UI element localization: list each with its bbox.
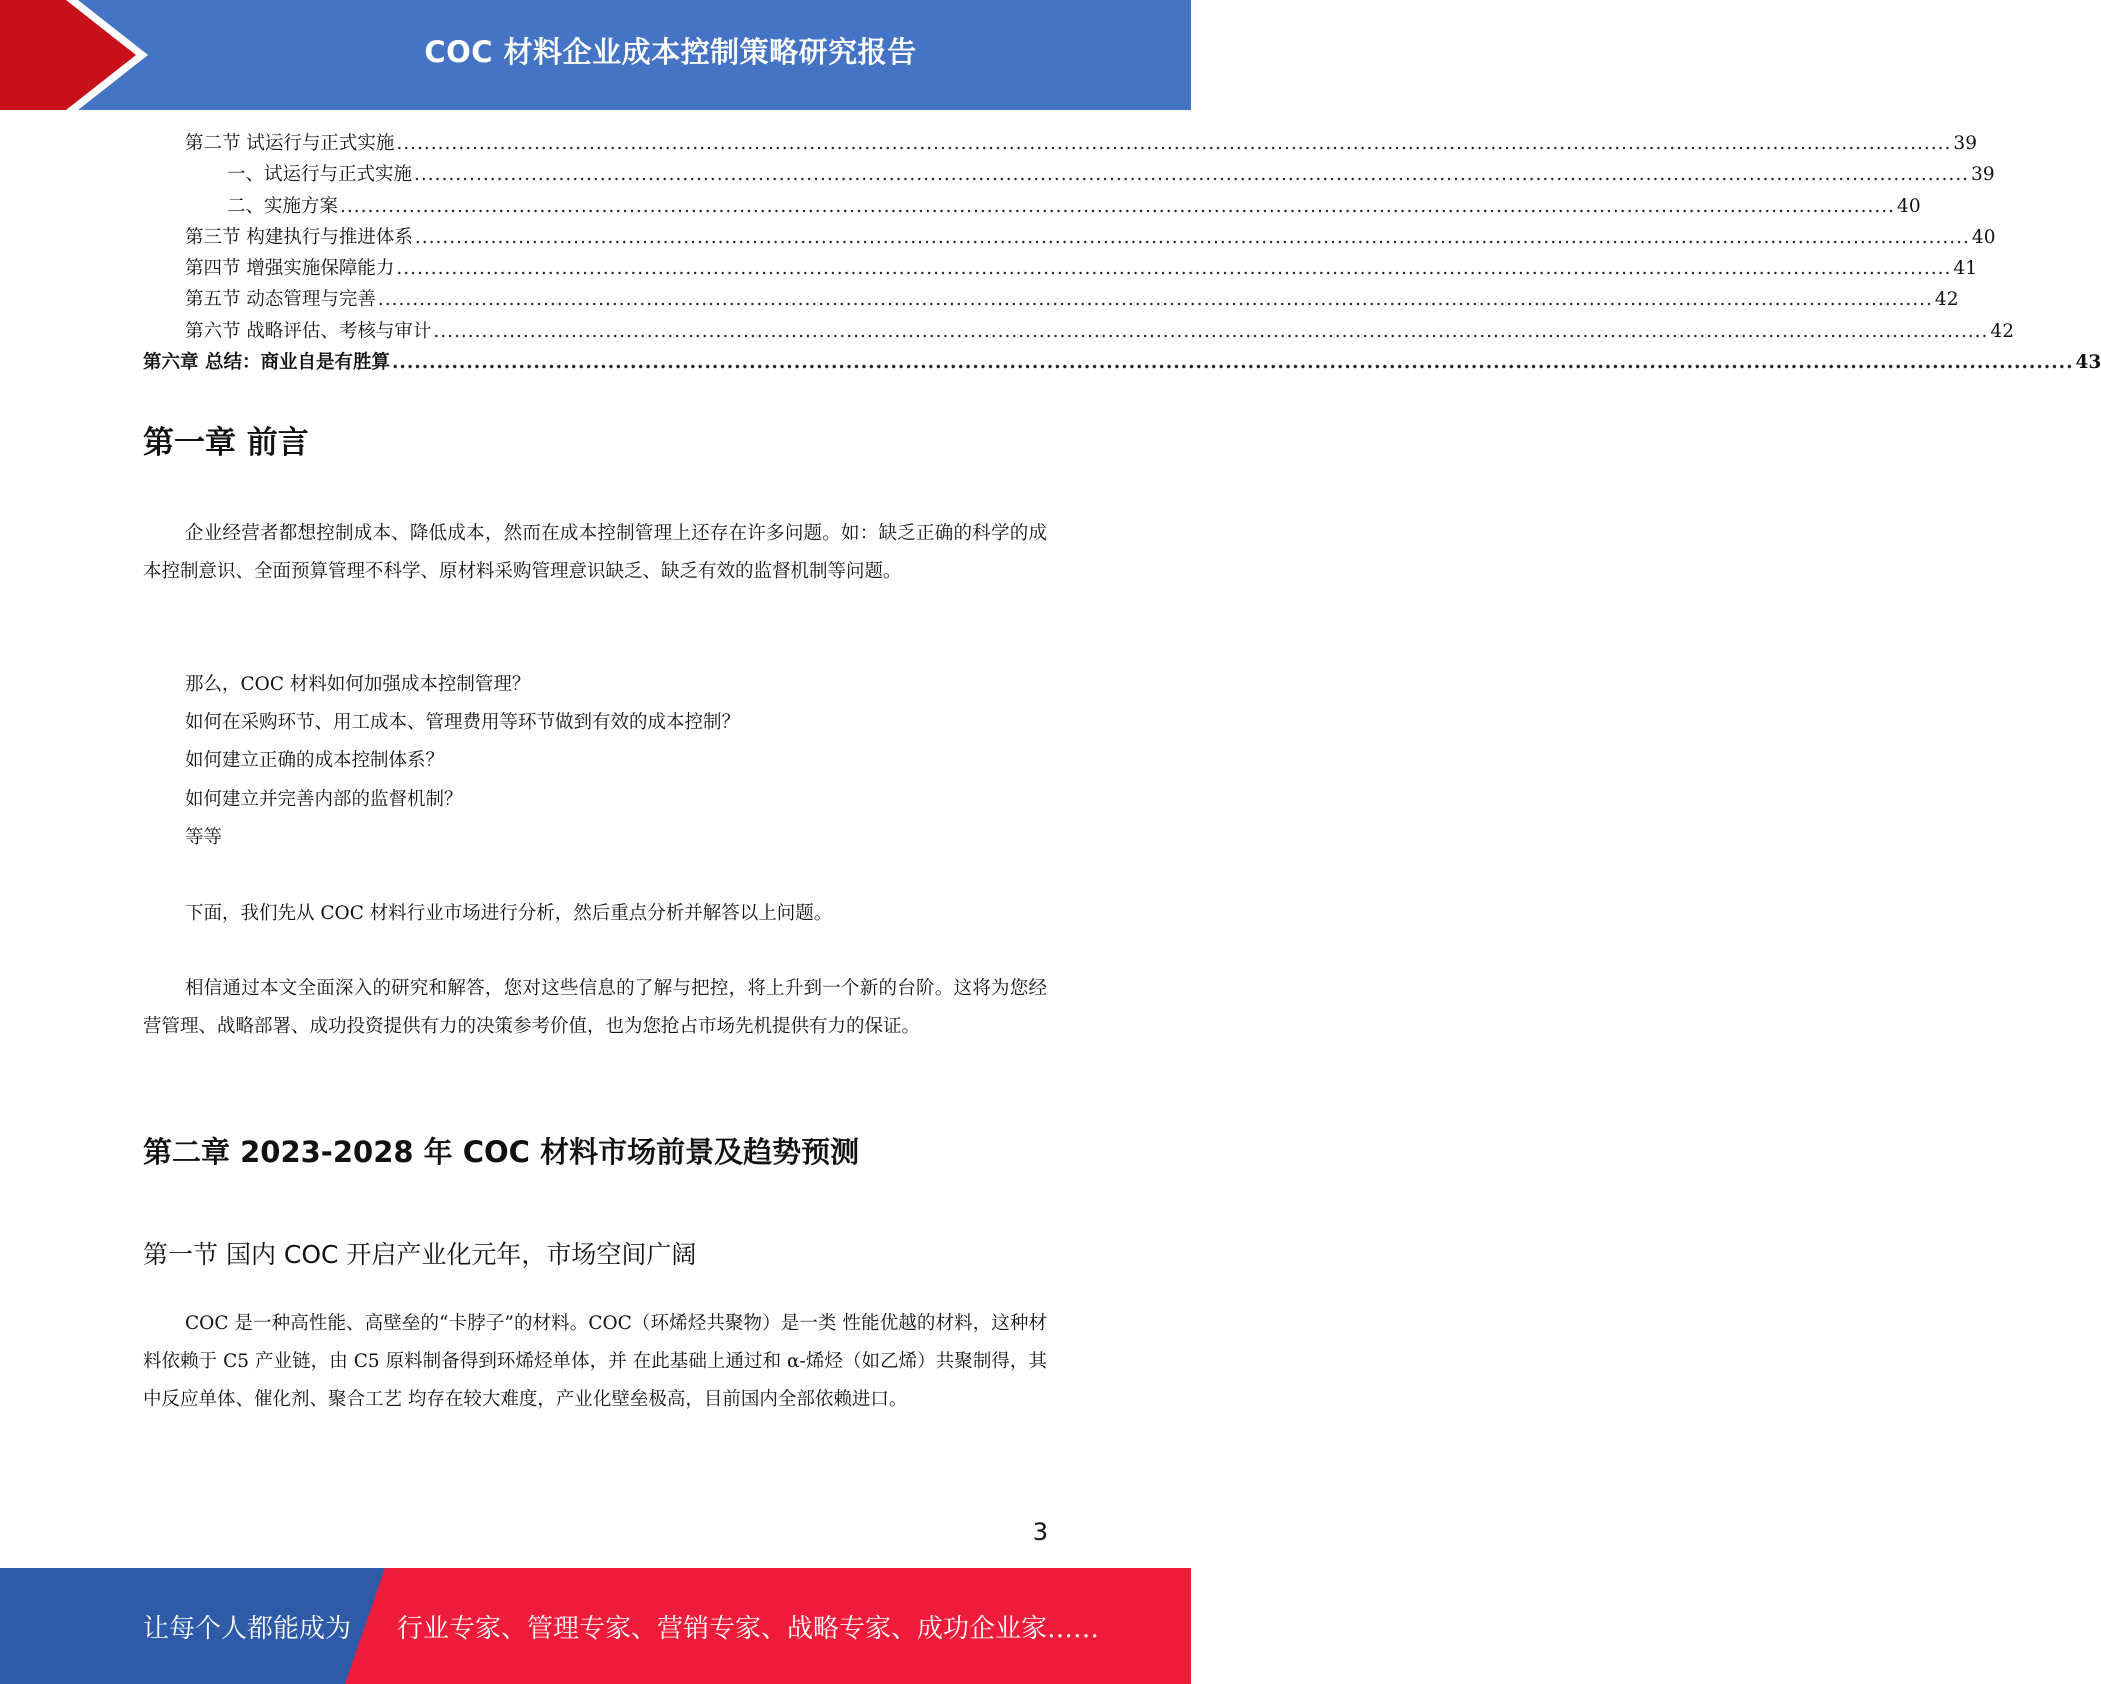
- footer-banner: [0, 1568, 1191, 1684]
- toc-entry[interactable]: [143, 128, 1977, 159]
- table-of-contents: [143, 128, 2101, 378]
- question-item: 如何建立正确的成本控制体系？: [185, 750, 445, 772]
- toc-leader-dots: ..................................................................................................................................................................................................................................: [396, 133, 1952, 154]
- chapter-1-intro-paragraph: 企业经营者都想控制成本、降低成本，然而在成本控制管理上还存在许多问题。如：缺乏正确的科学的成本控制意识、全面预算管理不科学、原材料采购管理意识缺乏、缺乏有效的监督机制等问题。: [143, 523, 1047, 582]
- toc-leader-dots: ..................................................................................................................................................................................................................................: [433, 320, 1989, 342]
- toc-entry-title: 第六节 战略评估、考核与审计: [185, 320, 432, 342]
- toc-entry-page: 39: [1953, 133, 1977, 154]
- toc-entry-title: 第六章 总结：商业自是有胜算: [143, 352, 390, 374]
- chapter-1-next-paragraph: 下面，我们先从 COC 材料行业市场进行分析，然后重点分析并解答以上问题。: [185, 903, 833, 924]
- question-item: 那么，COC 材料如何加强成本控制管理？: [185, 674, 531, 695]
- question-item: 如何建立并完善内部的监督机制？: [185, 788, 463, 810]
- toc-entry[interactable]: [143, 191, 1921, 222]
- question-list: [185, 666, 740, 857]
- toc-entry-title: 第五节 动态管理与完善: [185, 289, 376, 311]
- toc-entry[interactable]: [143, 284, 1959, 315]
- toc-entry[interactable]: [143, 347, 2101, 378]
- toc-entry-page: 43: [2075, 352, 2101, 374]
- section-1-heading: 第一节 国内 COC 开启产业化元年，市场空间广阔: [143, 1240, 697, 1269]
- toc-entry-title: 第二节 试运行与正式实施: [185, 133, 395, 154]
- toc-entry-page: 40: [1971, 226, 1996, 248]
- toc-leader-dots: ..................................................................................................................................................................................................................................: [391, 352, 2074, 374]
- toc-entry[interactable]: [143, 253, 1977, 284]
- chapter-1-closing-paragraph: 相信通过本文全面深入的研究和解答，您对这些信息的了解与把控，将上升到一个新的台阶。这将为您经营管理、战略部署、成功投资提供有力的决策参考价值，也为您抢占市场先机提供有力的保证。: [143, 978, 1047, 1037]
- footer-slogan-left: 让每个人都能成为: [143, 1613, 352, 1644]
- page-number: 3: [1032, 1518, 1048, 1546]
- toc-entry-page: 40: [1897, 195, 1921, 217]
- toc-leader-dots: ..................................................................................................................................................................................................................................: [340, 195, 1896, 217]
- question-item: 等等: [185, 826, 223, 848]
- toc-entry-title: 第三节 构建执行与推进体系: [185, 226, 413, 248]
- toc-entry-title: 一、试运行与正式实施: [227, 164, 413, 186]
- question-item: 如何在采购环节、用工成本、管理费用等环节做到有效的成本控制？: [185, 712, 741, 734]
- toc-entry-page: 39: [1971, 164, 1995, 186]
- header-arrow-decoration: [0, 0, 150, 110]
- toc-entry-title: 第四节 增强实施保障能力: [185, 258, 395, 280]
- toc-entry-page: 42: [1934, 289, 1959, 311]
- toc-entry[interactable]: [143, 316, 2014, 347]
- toc-leader-dots: ..................................................................................................................................................................................................................................: [414, 164, 1970, 186]
- toc-entry[interactable]: [143, 222, 1996, 253]
- chapter-2-heading: 第二章 2023-2028 年 COC 材料市场前景及趋势预测: [143, 1135, 860, 1169]
- toc-entry[interactable]: [143, 159, 1995, 190]
- section-1-body-paragraph: COC 是一种高性能、高壁垒的“卡脖子”的材料。COC（环烯烃共聚物）是一类 性能优越的材料，这种材料依赖于 C5 产业链，由 C5 原料制备得到环烯烃单体，并 在此基础上通过和 α-烯烃（如乙烯）共聚制得，其中反应单体、催化剂、聚合工艺 均存在较大难度，产业化壁垒极高，目前国内全部依赖进口。: [143, 1313, 1047, 1410]
- toc-leader-dots: ..................................................................................................................................................................................................................................: [377, 289, 1933, 311]
- toc-entry-title: 二、实施方案: [227, 195, 339, 217]
- toc-entry-page: 41: [1953, 258, 1977, 280]
- toc-leader-dots: ..................................................................................................................................................................................................................................: [414, 226, 1970, 248]
- chapter-1-heading: 第一章 前言: [143, 425, 309, 461]
- toc-entry-page: 42: [1990, 320, 2014, 342]
- footer-slogan-right: 行业专家、管理专家、营销专家、战略专家、成功企业家……: [397, 1613, 1100, 1644]
- toc-leader-dots: ..................................................................................................................................................................................................................................: [396, 258, 1952, 280]
- document-title: COC 材料企业成本控制策略研究报告: [424, 34, 917, 69]
